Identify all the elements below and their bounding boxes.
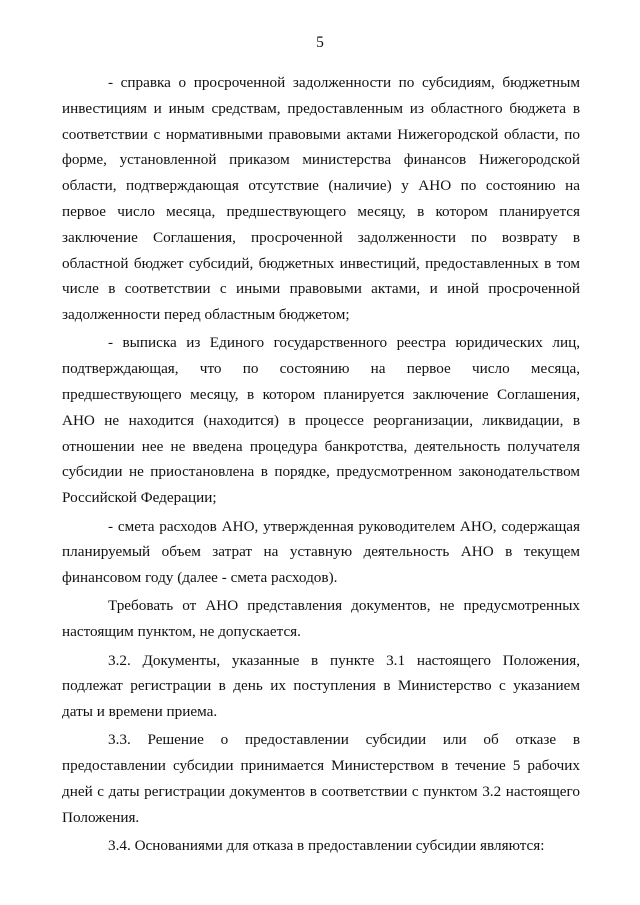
document-body: [62, 70, 580, 861]
page-number: 5: [316, 34, 324, 51]
paragraph-clause-3-2: 3.2. Документы, указанные в пункте 3.1 настоящего Положения, подлежат регистрации в день их поступления в Министерство с указанием даты и времени приема.: [62, 651, 580, 721]
paragraph-clause-3-4: 3.4. Основаниями для отказа в предоставлении субсидии являются:: [108, 837, 545, 855]
paragraph-no-extra-documents: Требовать от АНО представления документов, не предусмотренных настоящим пунктом, не допускается.: [62, 597, 580, 641]
paragraph-clause-3-3: 3.3. Решение о предоставлении субсидии или об отказе в предоставлении субсидии принимается Министерством в течение 5 рабочих дней с даты регистрации документов в соответствии с пунктом 3.2 настоящего Положения.: [62, 731, 580, 826]
paragraph-registry-extract: - выписка из Единого государственного реестра юридических лиц, подтверждающая, что по состоянию на первое число месяца, предшествующего месяцу, в котором планируется заключение Соглашения, АНО не находится (находится) в процессе реорганизации, ликвидации, в отношении нее не введена процедура банкротства, деятельность получателя субсидии не приостановлена в порядке, предусмотренном законодательством Российской Федерации;: [62, 334, 580, 507]
paragraph-debt-certificate: - справка о просроченной задолженности по субсидиям, бюджетным инвестициям и иным средствам, предоставленным из областного бюджета в соответствии с нормативными правовыми актами Нижегородской области, по форме, установленной приказом министерства финансов Нижегородской области, подтверждающая отсутствие (наличие) у АНО по состоянию на первое число месяца, предшествующего месяцу, в котором планируется заключение Соглашения, просроченной задолженности по возврату в областной бюджет субсидий, бюджетных инвестиций, предоставленных в том числе в соответствии с иными правовыми актами, и иной просроченной задолженности перед областным бюджетом;: [62, 74, 580, 324]
paragraph-expense-estimate: - смета расходов АНО, утвержденная руководителем АНО, содержащая планируемый объем затрат на уставную деятельность АНО в текущем финансовом году (далее - смета расходов).: [62, 517, 580, 587]
